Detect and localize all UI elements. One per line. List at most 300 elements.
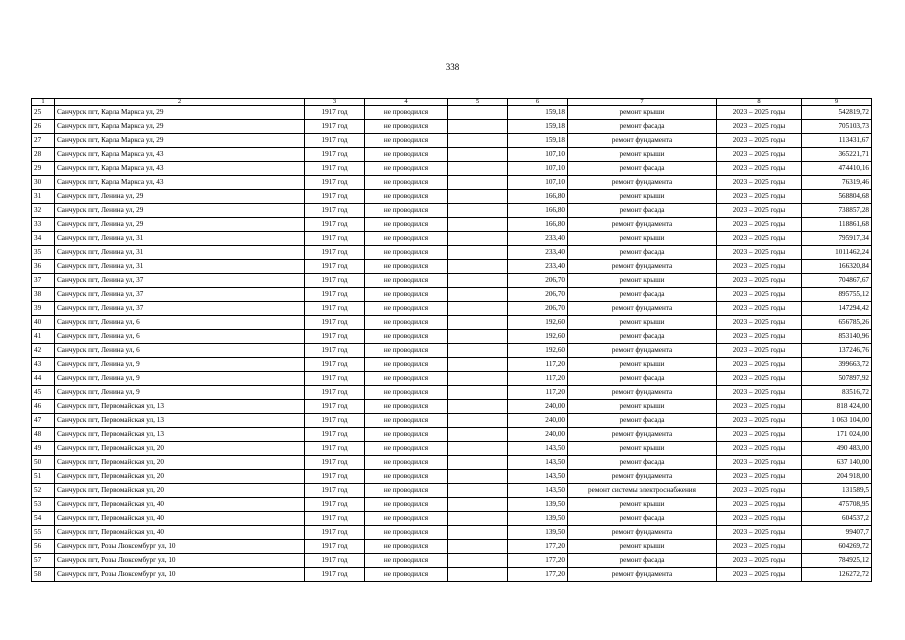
year-built-cell: 1917 год: [305, 204, 365, 218]
year-built-cell: 1917 год: [305, 344, 365, 358]
address-cell: Санчурск пгт, Ленина ул, 31: [55, 260, 305, 274]
empty-cell: [448, 274, 508, 288]
row-number-cell: 40: [32, 316, 55, 330]
address-cell: Санчурск пгт, Ленина ул, 29: [55, 190, 305, 204]
last-repair-cell: не проводился: [365, 316, 448, 330]
table-row: [32, 218, 872, 232]
area-cell: 117,20: [508, 358, 568, 372]
year-built-cell: 1917 год: [305, 330, 365, 344]
table-row: [32, 428, 872, 442]
last-repair-cell: не проводился: [365, 288, 448, 302]
row-number-cell: 39: [32, 302, 55, 316]
cost-cell: 1 063 104,00: [802, 414, 872, 428]
area-cell: 192,60: [508, 316, 568, 330]
column-number-cell: 1: [32, 99, 55, 106]
year-built-cell: 1917 год: [305, 148, 365, 162]
period-cell: 2023 – 2025 годы: [717, 330, 802, 344]
empty-cell: [448, 484, 508, 498]
table-row: [32, 204, 872, 218]
period-cell: 2023 – 2025 годы: [717, 274, 802, 288]
period-cell: 2023 – 2025 годы: [717, 190, 802, 204]
period-cell: 2023 – 2025 годы: [717, 344, 802, 358]
period-cell: 2023 – 2025 годы: [717, 120, 802, 134]
work-type-cell: ремонт крыши: [568, 190, 717, 204]
empty-cell: [448, 302, 508, 316]
area-cell: 107,10: [508, 162, 568, 176]
work-type-cell: ремонт фасада: [568, 204, 717, 218]
column-number-cell: 8: [717, 99, 802, 106]
year-built-cell: 1917 год: [305, 190, 365, 204]
area-cell: 117,20: [508, 386, 568, 400]
area-cell: 206,70: [508, 302, 568, 316]
address-cell: Санчурск пгт, Ленина ул, 37: [55, 302, 305, 316]
empty-cell: [448, 204, 508, 218]
year-built-cell: 1917 год: [305, 288, 365, 302]
empty-cell: [448, 120, 508, 134]
address-cell: Санчурск пгт, Ленина ул, 31: [55, 246, 305, 260]
period-cell: 2023 – 2025 годы: [717, 386, 802, 400]
row-number-cell: 31: [32, 190, 55, 204]
work-type-cell: ремонт крыши: [568, 400, 717, 414]
last-repair-cell: не проводился: [365, 512, 448, 526]
address-cell: Санчурск пгт, Розы Люксембург ул, 10: [55, 554, 305, 568]
year-built-cell: 1917 год: [305, 568, 365, 582]
empty-cell: [448, 148, 508, 162]
last-repair-cell: не проводился: [365, 302, 448, 316]
table-row: [32, 106, 872, 120]
address-cell: Санчурск пгт, Первомайская ул, 20: [55, 456, 305, 470]
period-cell: 2023 – 2025 годы: [717, 260, 802, 274]
period-cell: 2023 – 2025 годы: [717, 134, 802, 148]
last-repair-cell: не проводился: [365, 204, 448, 218]
work-type-cell: ремонт фундамента: [568, 428, 717, 442]
empty-cell: [448, 372, 508, 386]
last-repair-cell: не проводился: [365, 120, 448, 134]
year-built-cell: 1917 год: [305, 554, 365, 568]
address-cell: Санчурск пгт, Карла Маркса ул, 43: [55, 162, 305, 176]
period-cell: 2023 – 2025 годы: [717, 176, 802, 190]
row-number-cell: 56: [32, 540, 55, 554]
work-type-cell: ремонт фасада: [568, 512, 717, 526]
area-cell: 117,20: [508, 372, 568, 386]
address-cell: Санчурск пгт, Первомайская ул, 40: [55, 498, 305, 512]
cost-cell: 704867,67: [802, 274, 872, 288]
last-repair-cell: не проводился: [365, 484, 448, 498]
area-cell: 192,60: [508, 344, 568, 358]
empty-cell: [448, 554, 508, 568]
empty-cell: [448, 106, 508, 120]
row-number-cell: 36: [32, 260, 55, 274]
area-cell: 143,50: [508, 456, 568, 470]
last-repair-cell: не проводился: [365, 246, 448, 260]
empty-cell: [448, 540, 508, 554]
year-built-cell: 1917 год: [305, 484, 365, 498]
area-cell: 177,20: [508, 540, 568, 554]
area-cell: 240,00: [508, 428, 568, 442]
registry-table: [31, 98, 872, 582]
row-number-cell: 44: [32, 372, 55, 386]
empty-cell: [448, 526, 508, 540]
table-row: [32, 316, 872, 330]
year-built-cell: 1917 год: [305, 498, 365, 512]
address-cell: Санчурск пгт, Розы Люксембург ул, 10: [55, 568, 305, 582]
period-cell: 2023 – 2025 годы: [717, 498, 802, 512]
work-type-cell: ремонт фундамента: [568, 386, 717, 400]
table-row: [32, 470, 872, 484]
work-type-cell: ремонт фундамента: [568, 568, 717, 582]
cost-cell: 365221,71: [802, 148, 872, 162]
area-cell: 166,80: [508, 190, 568, 204]
area-cell: 143,50: [508, 442, 568, 456]
address-cell: Санчурск пгт, Карла Маркса ул, 29: [55, 106, 305, 120]
work-type-cell: ремонт фасада: [568, 414, 717, 428]
address-cell: Санчурск пгт, Карла Маркса ул, 43: [55, 148, 305, 162]
period-cell: 2023 – 2025 годы: [717, 106, 802, 120]
area-cell: 143,50: [508, 470, 568, 484]
table-row: [32, 274, 872, 288]
last-repair-cell: не проводился: [365, 400, 448, 414]
row-number-cell: 43: [32, 358, 55, 372]
cost-cell: 507897,92: [802, 372, 872, 386]
address-cell: Санчурск пгт, Первомайская ул, 20: [55, 484, 305, 498]
work-type-cell: ремонт крыши: [568, 274, 717, 288]
row-number-cell: 34: [32, 232, 55, 246]
cost-cell: 656785,26: [802, 316, 872, 330]
work-type-cell: ремонт фасада: [568, 554, 717, 568]
empty-cell: [448, 134, 508, 148]
page-number: 338: [445, 62, 460, 72]
column-number-cell: 4: [365, 99, 448, 106]
address-cell: Санчурск пгт, Ленина ул, 6: [55, 330, 305, 344]
cost-cell: 853140,96: [802, 330, 872, 344]
area-cell: 206,70: [508, 274, 568, 288]
work-type-cell: ремонт системы электроснабжения: [568, 484, 717, 498]
year-built-cell: 1917 год: [305, 358, 365, 372]
table-row: [32, 190, 872, 204]
year-built-cell: 1917 год: [305, 470, 365, 484]
table-row: [32, 260, 872, 274]
row-number-cell: 57: [32, 554, 55, 568]
table-row: [32, 512, 872, 526]
column-number-cell: 7: [568, 99, 717, 106]
period-cell: 2023 – 2025 годы: [717, 358, 802, 372]
work-type-cell: ремонт фундамента: [568, 302, 717, 316]
cost-cell: 738857,28: [802, 204, 872, 218]
cost-cell: 171 024,00: [802, 428, 872, 442]
table-row: [32, 554, 872, 568]
work-type-cell: ремонт крыши: [568, 358, 717, 372]
cost-cell: 126272,72: [802, 568, 872, 582]
year-built-cell: 1917 год: [305, 218, 365, 232]
cost-cell: 895755,12: [802, 288, 872, 302]
table-row: [32, 232, 872, 246]
row-number-cell: 49: [32, 442, 55, 456]
row-number-cell: 33: [32, 218, 55, 232]
cost-cell: 166320,84: [802, 260, 872, 274]
table-row: [32, 372, 872, 386]
year-built-cell: 1917 год: [305, 512, 365, 526]
address-cell: Санчурск пгт, Ленина ул, 29: [55, 218, 305, 232]
work-type-cell: ремонт крыши: [568, 442, 717, 456]
year-built-cell: 1917 год: [305, 274, 365, 288]
last-repair-cell: не проводился: [365, 260, 448, 274]
period-cell: 2023 – 2025 годы: [717, 568, 802, 582]
empty-cell: [448, 330, 508, 344]
empty-cell: [448, 442, 508, 456]
empty-cell: [448, 456, 508, 470]
cost-cell: 637 140,00: [802, 456, 872, 470]
area-cell: 107,10: [508, 148, 568, 162]
row-number-cell: 28: [32, 148, 55, 162]
cost-cell: 604537,2: [802, 512, 872, 526]
year-built-cell: 1917 год: [305, 526, 365, 540]
year-built-cell: 1917 год: [305, 400, 365, 414]
address-cell: Санчурск пгт, Розы Люксембург ул, 10: [55, 540, 305, 554]
cost-cell: 83516,72: [802, 386, 872, 400]
last-repair-cell: не проводился: [365, 218, 448, 232]
year-built-cell: 1917 год: [305, 372, 365, 386]
work-type-cell: ремонт фундамента: [568, 218, 717, 232]
period-cell: 2023 – 2025 годы: [717, 400, 802, 414]
table-row: [32, 330, 872, 344]
year-built-cell: 1917 год: [305, 428, 365, 442]
table-row: [32, 400, 872, 414]
row-number-cell: 38: [32, 288, 55, 302]
last-repair-cell: не проводился: [365, 330, 448, 344]
period-cell: 2023 – 2025 годы: [717, 470, 802, 484]
address-cell: Санчурск пгт, Карла Маркса ул, 43: [55, 176, 305, 190]
row-number-cell: 32: [32, 204, 55, 218]
year-built-cell: 1917 год: [305, 540, 365, 554]
address-cell: Санчурск пгт, Первомайская ул, 20: [55, 470, 305, 484]
row-number-cell: 37: [32, 274, 55, 288]
last-repair-cell: не проводился: [365, 106, 448, 120]
address-cell: Санчурск пгт, Первомайская ул, 20: [55, 442, 305, 456]
empty-cell: [448, 358, 508, 372]
period-cell: 2023 – 2025 годы: [717, 218, 802, 232]
table-row: [32, 176, 872, 190]
area-cell: 233,40: [508, 232, 568, 246]
area-cell: 159,18: [508, 120, 568, 134]
table-row: [32, 134, 872, 148]
cost-cell: 568804,68: [802, 190, 872, 204]
empty-cell: [448, 260, 508, 274]
cost-cell: 76319,46: [802, 176, 872, 190]
last-repair-cell: не проводился: [365, 442, 448, 456]
period-cell: 2023 – 2025 годы: [717, 232, 802, 246]
address-cell: Санчурск пгт, Ленина ул, 9: [55, 386, 305, 400]
address-cell: Санчурск пгт, Карла Маркса ул, 29: [55, 134, 305, 148]
cost-cell: 204 918,00: [802, 470, 872, 484]
table-row: [32, 386, 872, 400]
area-cell: 166,80: [508, 218, 568, 232]
work-type-cell: ремонт крыши: [568, 232, 717, 246]
work-type-cell: ремонт фундамента: [568, 134, 717, 148]
row-number-cell: 47: [32, 414, 55, 428]
row-number-cell: 27: [32, 134, 55, 148]
table-row: [32, 288, 872, 302]
cost-cell: 542819,72: [802, 106, 872, 120]
address-cell: Санчурск пгт, Ленина ул, 9: [55, 358, 305, 372]
row-number-cell: 55: [32, 526, 55, 540]
cost-cell: 818 424,00: [802, 400, 872, 414]
area-cell: 159,18: [508, 106, 568, 120]
area-cell: 139,50: [508, 498, 568, 512]
empty-cell: [448, 288, 508, 302]
period-cell: 2023 – 2025 годы: [717, 316, 802, 330]
last-repair-cell: не проводился: [365, 232, 448, 246]
year-built-cell: 1917 год: [305, 302, 365, 316]
year-built-cell: 1917 год: [305, 176, 365, 190]
last-repair-cell: не проводился: [365, 470, 448, 484]
work-type-cell: ремонт фундамента: [568, 470, 717, 484]
last-repair-cell: не проводился: [365, 568, 448, 582]
period-cell: 2023 – 2025 годы: [717, 526, 802, 540]
work-type-cell: ремонт фундамента: [568, 176, 717, 190]
column-number-cell: 2: [55, 99, 305, 106]
empty-cell: [448, 428, 508, 442]
work-type-cell: ремонт фундамента: [568, 344, 717, 358]
area-cell: 233,40: [508, 246, 568, 260]
row-number-cell: 41: [32, 330, 55, 344]
empty-cell: [448, 176, 508, 190]
address-cell: Санчурск пгт, Ленина ул, 6: [55, 344, 305, 358]
cost-cell: 147294,42: [802, 302, 872, 316]
cost-cell: 705103,73: [802, 120, 872, 134]
year-built-cell: 1917 год: [305, 442, 365, 456]
row-number-cell: 48: [32, 428, 55, 442]
cost-cell: 118861,68: [802, 218, 872, 232]
period-cell: 2023 – 2025 годы: [717, 442, 802, 456]
period-cell: 2023 – 2025 годы: [717, 414, 802, 428]
row-number-cell: 45: [32, 386, 55, 400]
year-built-cell: 1917 год: [305, 232, 365, 246]
table-row: [32, 162, 872, 176]
work-type-cell: ремонт крыши: [568, 148, 717, 162]
year-built-cell: 1917 год: [305, 120, 365, 134]
period-cell: 2023 – 2025 годы: [717, 512, 802, 526]
row-number-cell: 58: [32, 568, 55, 582]
last-repair-cell: не проводился: [365, 386, 448, 400]
last-repair-cell: не проводился: [365, 554, 448, 568]
address-cell: Санчурск пгт, Ленина ул, 37: [55, 288, 305, 302]
table-row: [32, 456, 872, 470]
empty-cell: [448, 400, 508, 414]
address-cell: Санчурск пгт, Карла Маркса ул, 29: [55, 120, 305, 134]
table-row: [32, 246, 872, 260]
empty-cell: [448, 386, 508, 400]
empty-cell: [448, 568, 508, 582]
last-repair-cell: не проводился: [365, 414, 448, 428]
last-repair-cell: не проводился: [365, 148, 448, 162]
row-number-cell: 50: [32, 456, 55, 470]
row-number-cell: 53: [32, 498, 55, 512]
year-built-cell: 1917 год: [305, 106, 365, 120]
last-repair-cell: не проводился: [365, 176, 448, 190]
cost-cell: 399663,72: [802, 358, 872, 372]
cost-cell: 1011462,24: [802, 246, 872, 260]
address-cell: Санчурск пгт, Ленина ул, 6: [55, 316, 305, 330]
row-number-cell: 54: [32, 512, 55, 526]
empty-cell: [448, 316, 508, 330]
work-type-cell: ремонт фасада: [568, 162, 717, 176]
last-repair-cell: не проводился: [365, 162, 448, 176]
table-row: [32, 442, 872, 456]
address-cell: Санчурск пгт, Ленина ул, 31: [55, 232, 305, 246]
address-cell: Санчурск пгт, Ленина ул, 9: [55, 372, 305, 386]
last-repair-cell: не проводился: [365, 344, 448, 358]
area-cell: 159,18: [508, 134, 568, 148]
area-cell: 166,80: [508, 204, 568, 218]
work-type-cell: ремонт фасада: [568, 120, 717, 134]
period-cell: 2023 – 2025 годы: [717, 428, 802, 442]
address-cell: Санчурск пгт, Первомайская ул, 13: [55, 400, 305, 414]
period-cell: 2023 – 2025 годы: [717, 302, 802, 316]
last-repair-cell: не проводился: [365, 498, 448, 512]
area-cell: 206,70: [508, 288, 568, 302]
area-cell: 192,60: [508, 330, 568, 344]
period-cell: 2023 – 2025 годы: [717, 288, 802, 302]
work-type-cell: ремонт крыши: [568, 540, 717, 554]
year-built-cell: 1917 год: [305, 246, 365, 260]
column-number-cell: 5: [448, 99, 508, 106]
year-built-cell: 1917 год: [305, 316, 365, 330]
empty-cell: [448, 344, 508, 358]
year-built-cell: 1917 год: [305, 456, 365, 470]
year-built-cell: 1917 год: [305, 386, 365, 400]
period-cell: 2023 – 2025 годы: [717, 372, 802, 386]
table-row: [32, 568, 872, 582]
work-type-cell: ремонт крыши: [568, 316, 717, 330]
last-repair-cell: не проводился: [365, 372, 448, 386]
empty-cell: [448, 218, 508, 232]
work-type-cell: ремонт фасада: [568, 288, 717, 302]
work-type-cell: ремонт фасада: [568, 330, 717, 344]
address-cell: Санчурск пгт, Ленина ул, 29: [55, 204, 305, 218]
last-repair-cell: не проводился: [365, 540, 448, 554]
cost-cell: 490 483,00: [802, 442, 872, 456]
row-number-cell: 26: [32, 120, 55, 134]
last-repair-cell: не проводился: [365, 456, 448, 470]
table-row: [32, 414, 872, 428]
empty-cell: [448, 470, 508, 484]
period-cell: 2023 – 2025 годы: [717, 484, 802, 498]
address-cell: Санчурск пгт, Первомайская ул, 40: [55, 512, 305, 526]
cost-cell: 475708,95: [802, 498, 872, 512]
period-cell: 2023 – 2025 годы: [717, 540, 802, 554]
year-built-cell: 1917 год: [305, 162, 365, 176]
work-type-cell: ремонт фасада: [568, 456, 717, 470]
cost-cell: 474410,16: [802, 162, 872, 176]
area-cell: 177,20: [508, 554, 568, 568]
last-repair-cell: не проводился: [365, 428, 448, 442]
row-number-cell: 35: [32, 246, 55, 260]
column-number-cell: 3: [305, 99, 365, 106]
table-row: [32, 344, 872, 358]
empty-cell: [448, 246, 508, 260]
empty-cell: [448, 162, 508, 176]
row-number-cell: 25: [32, 106, 55, 120]
column-number-row: [32, 99, 872, 106]
empty-cell: [448, 498, 508, 512]
area-cell: 139,50: [508, 526, 568, 540]
row-number-cell: 29: [32, 162, 55, 176]
last-repair-cell: не проводился: [365, 358, 448, 372]
row-number-cell: 52: [32, 484, 55, 498]
area-cell: 240,00: [508, 400, 568, 414]
cost-cell: 137246,76: [802, 344, 872, 358]
area-cell: 177,20: [508, 568, 568, 582]
